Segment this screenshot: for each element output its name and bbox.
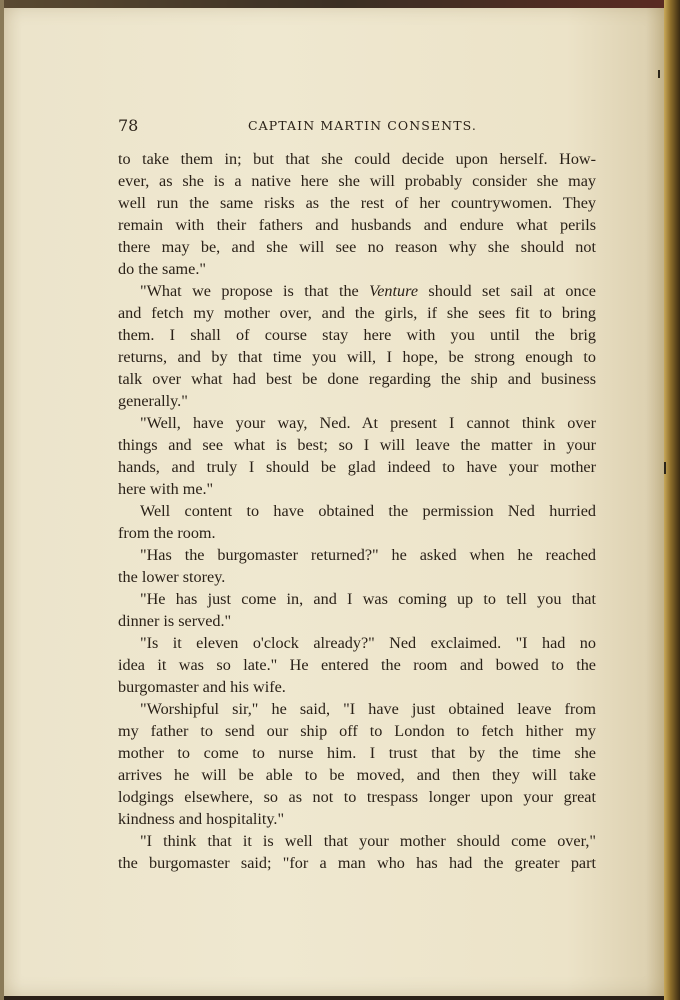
text-fragment: should set sail at once [418,282,596,300]
text-line: well run the same risks as the rest of her countrywomen. They [118,194,596,212]
text-line: "I think that it is well that your mother should come over," [140,832,596,850]
text-line: my father to send our ship off to London to fetch hither my [118,722,596,740]
text-line: "Is it eleven o'clock already?" Ned exclaimed. "I had no [140,634,596,652]
running-head [118,116,596,136]
text-line: "He has just come in, and I was coming up to tell you that [140,590,596,608]
text-line: lodgings elsewhere, so as not to trespass longer upon your great [118,788,596,806]
text-line: here with me." [118,480,214,498]
text-fragment: "What we propose is that the [140,282,370,300]
edge-mark [664,462,666,474]
text-line [118,280,596,302]
text-line: and fetch my mother over, and the girls, if she sees fit to bring [118,304,596,322]
text-line: idea it was so late." He entered the room and bowed to the [118,656,596,674]
text-line: from the room. [118,524,216,542]
text-line: there may be, and she will see no reason why she should not [118,238,596,256]
text-line: to take them in; but that she could decide upon herself. How- [118,150,596,168]
text-line: remain with their fathers and husbands and endure what perils [118,216,596,234]
text-line: things and see what is best; so I will leave the matter in your [118,436,596,454]
text-line: hands, and truly I should be glad indeed to have your mother [118,458,596,476]
text-line: "Worshipful sir," he said, "I have just obtained leave from [140,700,596,718]
gutter-edge [0,0,4,1000]
running-title: CAPTAIN MARTIN CONSENTS. [248,118,477,133]
page-number: 78 [118,116,139,135]
text-line: ever, as she is a native here she will probably consider she may [118,172,596,190]
text-line: arrives he will be able to be moved, and then they will take [118,766,596,784]
text-line: the lower storey. [118,568,226,586]
page-edge [664,0,680,1000]
body-text [118,148,596,874]
text-line: Well content to have obtained the permission Ned hurried [140,502,596,520]
text-line: them. I shall of course stay here with you until the brig [118,326,596,344]
ship-name: Venture [369,282,419,300]
text-line: returns, and by that time you will, I hope, be strong enough to [118,348,596,366]
text-line: burgomaster and his wife. [118,678,286,696]
top-edge [0,0,680,8]
text-line: generally." [118,392,188,410]
text-line: "Well, have your way, Ned. At present I cannot think over [140,414,596,432]
text-line: talk over what had best be done regarding the ship and business [118,370,596,388]
text-line: mother to come to nurse him. I trust that by the time she [118,744,596,762]
edge-mark [658,70,660,78]
text-line: dinner is served." [118,612,232,630]
text-line: kindness and hospitality." [118,810,285,828]
text-line: the burgomaster said; "for a man who has had the greater part [118,854,596,872]
text-line: do the same." [118,260,206,278]
text-line: "Has the burgomaster returned?" he asked when he reached [140,546,596,564]
